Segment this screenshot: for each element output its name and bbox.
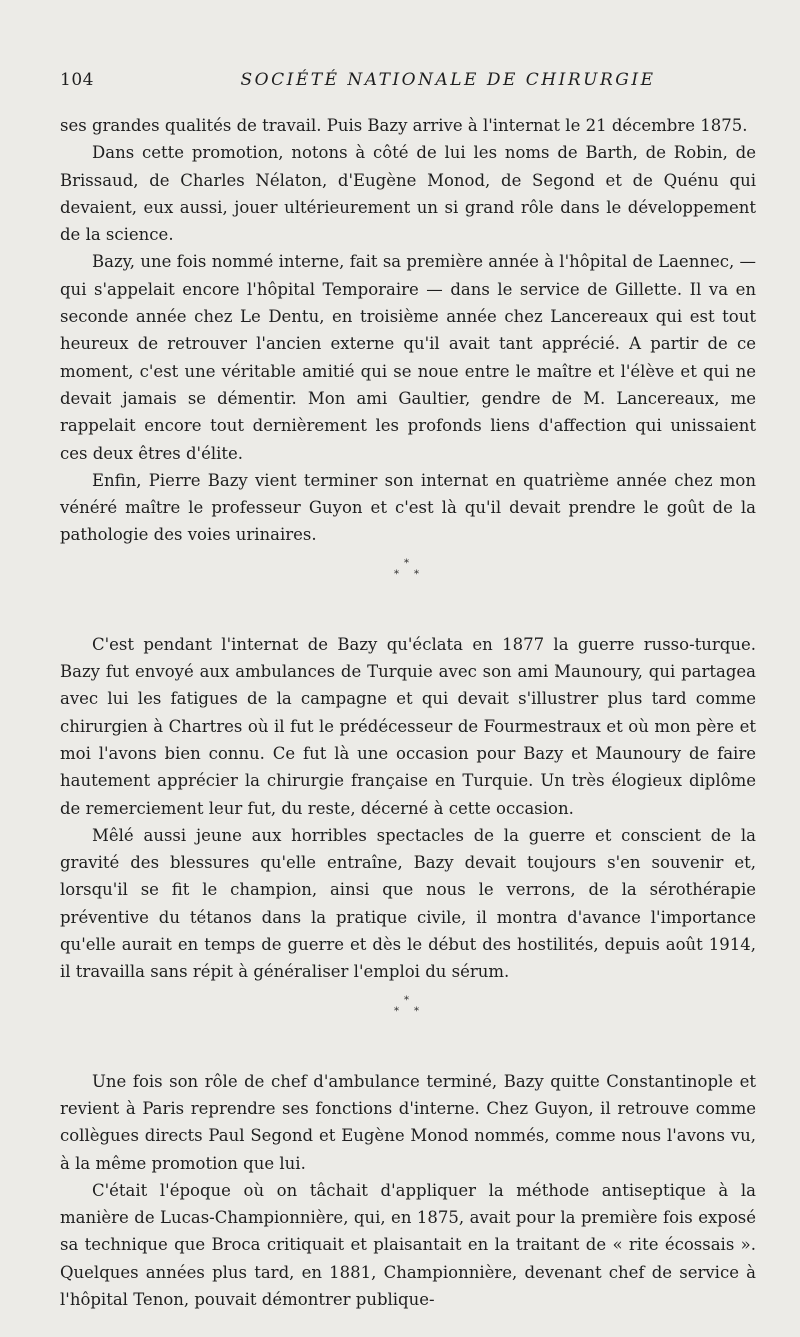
paragraph-3: Bazy, une fois nommé interne, fait sa première année à l'hôpital de Laennec, — qui s'appelait encore l'hôpital Temporaire — dans le service de Gillette. Il va en seconde année chez Le Dentu, en troisième année chez Lancereaux qui est tout heureux de retrouver l'ancien externe qu'il avait tant apprécié. A partir de ce moment, c'est une véritable amitié qui se noue entre le maître et l'élève et qui ne devait jamais se démentir. Mon ami Gaultier, gendre de M. Lancereaux, me rappelait encore tout dernièrement les profonds liens d'affection qui unissaient ces deux êtres d'élite. xyxy=(60,252,756,463)
section-divider-1 xyxy=(60,549,756,631)
star-ornament: * xyxy=(404,994,409,1006)
body-text xyxy=(60,112,756,1313)
star-ornament: * xyxy=(404,557,409,569)
paragraph-8: C'était l'époque où on tâchait d'appliquer la méthode antiseptique à la manière de Lucas-Championnière, qui, en 1875, avait pour la première fois exposé sa technique que Broca critiquait et plaisantait en la traitant de « rite écossais ». Quelques années plus tard, en 1881, Championnière, devenant chef de service à l'hôpital Tenon, pouvait démontrer publique- xyxy=(60,1180,756,1309)
paragraph-2: Dans cette promotion, notons à côté de lui les noms de Barth, de Robin, de Brissaud, de Charles Nélaton, d'Eugène Monod, de Segond et de Quénu qui devaient, eux aussi, jouer ultérieurement un si grand rôle dans le développement de la science. xyxy=(60,143,756,245)
star-ornament: * xyxy=(394,568,399,580)
paragraph-6: Mêlé aussi jeune aux horribles spectacles de la guerre et conscient de la gravité des blessures qu'elle entraîne, Bazy devait toujours s'en souvenir et, lorsqu'il se fit le champion, ainsi que nous le verrons, de la sérothérapie préventive du tétanos dans la pratique civile, il montra d'avance l'importance qu'elle aurait en temps de guerre et dès le début des hostilités, depuis août 1914, il travailla sans répit à généraliser l'emploi du sérum. xyxy=(60,825,756,982)
star-ornament: * xyxy=(414,568,419,580)
page-number: 104 xyxy=(60,70,94,90)
paragraph-5: C'est pendant l'internat de Bazy qu'éclata en 1877 la guerre russo-turque. Bazy fut envoyé aux ambulances de Turquie avec son ami Maunoury, qui partagea avec lui les fatigues de la campagne et qui devait s'illustrer plus tard comme chirurgien à Chartres où il fut le prédécesseur de Fourmestraux et où mon père et moi l'avons bien connu. Ce fut là une occasion pour Bazy et Maunoury de faire hautement apprécier la chirurgie française en Turquie. Un très élogieux diplôme de remerciement leur fut, du reste, décerné à cette occasion. xyxy=(60,634,756,818)
paragraph-7: Une fois son rôle de chef d'ambulance terminé, Bazy quitte Constantinople et revient à Paris reprendre ses fonctions d'interne. Chez Guyon, il retrouve comme collègues directs Paul Segond et Eugène Monod nommés, comme nous l'avons vu, à la même promotion que lui. xyxy=(60,1071,756,1173)
section-divider-2 xyxy=(60,986,756,1068)
star-ornament: * xyxy=(394,1005,399,1017)
star-ornament: * xyxy=(414,1005,419,1017)
running-title: SOCIÉTÉ NATIONALE DE CHIRURGIE xyxy=(240,70,656,90)
paragraph-4: Enfin, Pierre Bazy vient terminer son internat en quatrième année chez mon vénéré maître le professeur Guyon et c'est là qu'il devait prendre le goût de la pathologie des voies urinaires. xyxy=(60,470,756,545)
page-header xyxy=(60,70,756,100)
paragraph-1: ses grandes qualités de travail. Puis Bazy arrive à l'internat le 21 décembre 1875. xyxy=(60,116,748,135)
